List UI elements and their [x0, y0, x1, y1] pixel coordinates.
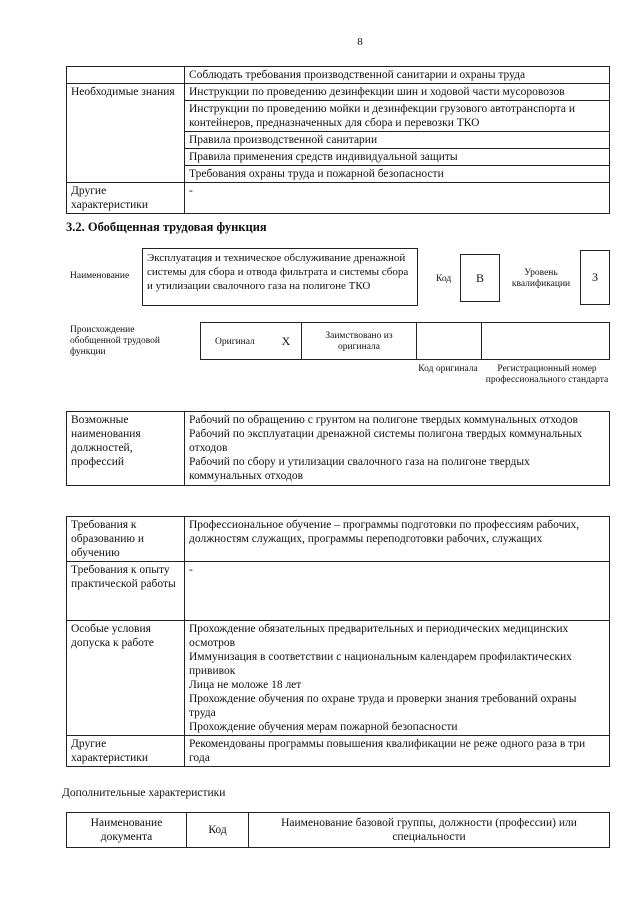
- special-item: Прохождение обучения мерам пожарной безопасности: [189, 721, 458, 733]
- knowledge-item: Правила применения средств индивидуальной защиты: [185, 149, 610, 166]
- special-values: [185, 621, 610, 736]
- special-item: Иммунизация в соответствии с национальным календарем профилактических прививок: [189, 651, 572, 677]
- position-item: Рабочий по сбору и утилизации свалочного газа на полигоне твердых коммунальных отходов: [189, 456, 530, 482]
- req-other-label: Другие характеристики: [67, 736, 185, 767]
- position-item: Рабочий по эксплуатации дренажной системы полигона твердых коммунальных отходов: [189, 428, 583, 454]
- borrowed-label: Заимствовано из оригинала: [325, 331, 393, 352]
- code-value: B: [460, 254, 500, 302]
- knowledge-item: Требования охраны труда и пожарной безопасности: [185, 166, 610, 183]
- header-document: Наименование документа: [67, 813, 187, 848]
- code-caption: Код оригинала: [418, 364, 478, 374]
- positions-values: [185, 412, 610, 486]
- experience-value: -: [185, 562, 610, 621]
- origin-divider: [481, 323, 482, 359]
- additional-table: [66, 812, 610, 848]
- other-label: Другие характеристики: [67, 183, 185, 214]
- name-value: Эксплуатация и техническое обслуживание дренажной системы для сбора и отвода фильтрата и системы сбора и утилизации свалочного газа на полигоне ТКО: [142, 248, 418, 306]
- req-other-value: Рекомендованы программы повышения квалификации не реже одного раза в три года: [185, 736, 610, 767]
- original-label: Оригинал: [215, 337, 255, 347]
- knowledge-label: Необходимые знания: [67, 84, 185, 183]
- position-item: Рабочий по обращению с грунтом на полигоне твердых коммунальных отходов: [189, 414, 578, 426]
- education-value: Профессиональное обучение – программы подготовки по профессиям рабочих, должностям служащих, программы переподготовки рабочих, служащих: [185, 517, 610, 562]
- origin-divider: [416, 323, 417, 359]
- original-mark: X: [271, 323, 302, 359]
- reg-caption: Регистрационный номер профессионального стандарта: [485, 364, 609, 385]
- top-empty-cell: [67, 67, 185, 84]
- special-label: Особые условия допуска к работе: [67, 621, 185, 736]
- additional-title: Дополнительные характеристики: [62, 787, 226, 799]
- top-table: [66, 66, 610, 214]
- special-item: Лица не моложе 18 лет: [189, 679, 302, 691]
- experience-label: Требования к опыту практической работы: [67, 562, 185, 621]
- special-item: Прохождение обязательных предварительных и периодических медицинских осмотров: [189, 623, 569, 649]
- section-title: 3.2. Обобщенная трудовая функция: [66, 220, 267, 234]
- education-label: Требования к образованию и обучению: [67, 517, 185, 562]
- origin-table: [200, 322, 610, 360]
- special-item: Прохождение обучения по охране труда и проверки знания требований охраны труда: [189, 693, 577, 719]
- origin-label: Происхождение обобщенной трудовой функции: [70, 325, 160, 357]
- requirements-table: [66, 516, 610, 767]
- header-group: Наименование базовой группы, должности (профессии) или специальности: [249, 813, 610, 848]
- page-number: 8: [357, 36, 363, 48]
- header-code: Код: [187, 813, 249, 848]
- level-label: Уровень квалификации: [511, 268, 571, 289]
- knowledge-item: Инструкции по проведению мойки и дезинфекции грузового автотранспорта и контейнеров, предназначенных для сбора и перевозки ТКО: [185, 101, 610, 132]
- knowledge-item: Инструкции по проведению дезинфекции шин и ходовой части мусоровозов: [185, 84, 610, 101]
- name-label: Наименование: [70, 271, 130, 281]
- positions-label: Возможные наименования должностей, профессий: [67, 412, 185, 486]
- top-first-row: Соблюдать требования производственной санитарии и охраны труда: [185, 67, 610, 84]
- knowledge-item: Правила производственной санитарии: [185, 132, 610, 149]
- positions-table: [66, 411, 610, 486]
- level-value: 3: [580, 250, 610, 305]
- other-value: -: [185, 183, 610, 214]
- code-label: Код: [436, 274, 452, 284]
